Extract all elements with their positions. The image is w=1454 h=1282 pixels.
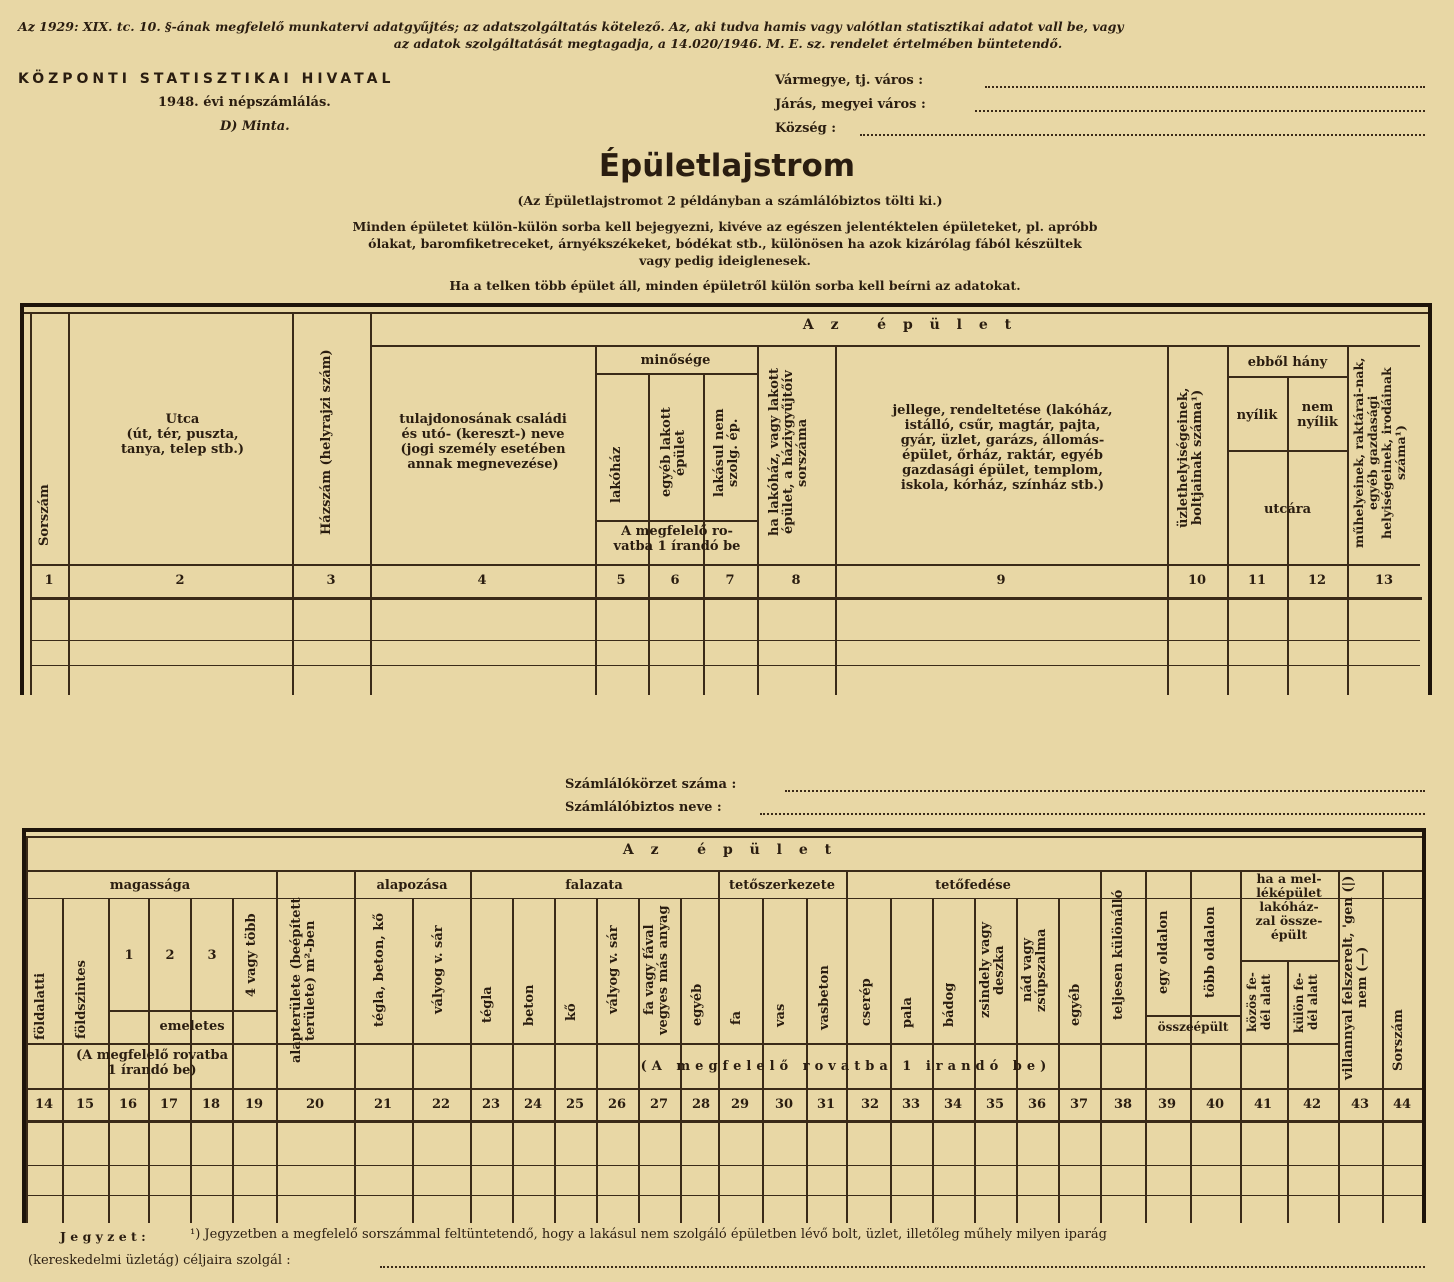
- col-num-44: 44: [1392, 1097, 1412, 1112]
- built-together-header: összeépült: [1157, 1020, 1229, 1034]
- roofing-header: tetőfedése: [935, 878, 1011, 893]
- col-num-35: 35: [985, 1097, 1005, 1112]
- village-label: Község :: [775, 121, 837, 136]
- col-num-42: 42: [1302, 1097, 1322, 1112]
- col-num-39: 39: [1157, 1097, 1177, 1112]
- col-num-12: 12: [1307, 573, 1327, 588]
- col-num-13: 13: [1374, 573, 1394, 588]
- instructions-line-3: vagy pedig ideiglenesek.: [639, 253, 811, 268]
- col4-line-3: (jogi személy esetében: [400, 442, 566, 457]
- col4-line-2: és utó- (kereszt-) neve: [401, 427, 565, 442]
- col-num-40: 40: [1205, 1097, 1225, 1112]
- col-num-10: 10: [1187, 573, 1207, 588]
- instructions-line-1: Minden épületet külön-külön sorba kell bejegyezni, kivéve az egészen jelentéktelen épületeket, pl. apróbb: [352, 219, 1098, 234]
- footnote-text: ¹) Jegyzetben a megfelelő sorszámmal feltüntetendő, hogy a lakásul nem szolgáló épületben lévő bolt, üzlet, illetőleg műhely milyen iparág: [190, 1227, 1107, 1242]
- col13-header: műhelyeinek, raktárai-nak, egyéb gazdasági helyiségeinek, irodáinak száma¹): [1351, 357, 1408, 549]
- footnote-text-2: (kereskedelmi üzletág) céljaira szolgál :: [28, 1253, 291, 1268]
- col-num-14: 14: [34, 1097, 54, 1112]
- col10-header: üzlethelyiségeinek, boltjainak száma¹): [1176, 387, 1205, 528]
- col2-line-3: tanya, telep stb.): [120, 442, 245, 457]
- col-num-11: 11: [1247, 573, 1267, 588]
- col3-header: Házszám (helyrajzi szám): [319, 349, 334, 536]
- col4-line-4: annak megnevezése): [407, 457, 559, 472]
- col-num-24: 24: [523, 1097, 543, 1112]
- col-num-22: 22: [431, 1097, 451, 1112]
- col5-header: lakóház: [609, 446, 624, 504]
- floors-header: emeletes: [159, 1019, 225, 1034]
- col-num-6: 6: [670, 573, 680, 588]
- annex-line-4: zal össze-: [1255, 913, 1323, 928]
- instruction-2: Ha a telken több épület áll, minden épületről külön sorba kell beírni az adatokat.: [449, 278, 1021, 293]
- district-field[interactable]: [975, 110, 1425, 112]
- c39-header: egy oldalon: [1156, 910, 1171, 995]
- c26-header: vályog v. sár: [606, 925, 621, 1015]
- col7-header: lakásul nem szolg. ép.: [712, 408, 741, 497]
- col-num-26: 26: [607, 1097, 627, 1112]
- col-num-36: 36: [1027, 1097, 1047, 1112]
- col9-line-6: iskola, kórház, színház stb.): [900, 478, 1105, 493]
- col9-line-2: istálló, csűr, magtár, pajta,: [904, 418, 1101, 433]
- c44-header: Sorszám: [1391, 1009, 1406, 1071]
- col8-header: ha lakóház, vagy lakott épület, a háziygyűjtőív sorszáma: [767, 368, 810, 537]
- col9-line-1: jellege, rendeltetése (lakóház,: [892, 403, 1113, 418]
- col-num-33: 33: [901, 1097, 921, 1112]
- census-label: 1948. évi népszámlálás.: [158, 95, 331, 110]
- c31-header: vasbeton: [817, 965, 832, 1030]
- c35-header: zsindely vagy deszka: [978, 921, 1007, 1019]
- county-field[interactable]: [985, 86, 1425, 88]
- col-num-29: 29: [730, 1097, 750, 1112]
- footnote-label: J e g y z e t :: [60, 1229, 146, 1244]
- col-num-30: 30: [774, 1097, 794, 1112]
- foundation-header: alapozása: [376, 878, 448, 893]
- c19-header: 4 vagy több: [244, 913, 259, 997]
- height-header: magassága: [109, 878, 191, 893]
- col-num-23: 23: [481, 1097, 501, 1112]
- c18-header: 3: [207, 948, 217, 963]
- annex-line-3: lakóház-: [1259, 899, 1319, 914]
- c36-header: nád vagy zsúpszalma: [1020, 928, 1049, 1012]
- col-num-20: 20: [305, 1097, 325, 1112]
- table2-group-header: A z é p ü l e t: [622, 842, 838, 858]
- col-num-3: 3: [326, 573, 336, 588]
- col-num-37: 37: [1069, 1097, 1089, 1112]
- c25-header: kő: [564, 1003, 579, 1022]
- col-num-16: 16: [118, 1097, 138, 1112]
- legal-notice: [18, 18, 1438, 52]
- col-num-21: 21: [373, 1097, 393, 1112]
- col-num-32: 32: [860, 1097, 880, 1112]
- annex-line-1: ha a mel-: [1256, 871, 1322, 886]
- district-no-label: Számlálókörzet száma :: [565, 777, 737, 792]
- quality-note-line-1: A megfelelő ro-: [621, 524, 733, 539]
- col-num-5: 5: [616, 573, 626, 588]
- col-num-17: 17: [159, 1097, 179, 1112]
- height-note: [30, 1048, 274, 1078]
- c40-header: több oldalon: [1203, 906, 1218, 999]
- c16-header: 1: [124, 948, 134, 963]
- c33-header: pala: [900, 997, 915, 1028]
- village-field[interactable]: [860, 134, 1425, 136]
- c27-header: fa vagy fával vegyes más anyag: [642, 905, 671, 1035]
- col9-line-5: gazdasági épület, templom,: [902, 463, 1103, 478]
- col-num-9: 9: [996, 573, 1006, 588]
- col2-line-1: Utca: [165, 412, 200, 427]
- col-num-34: 34: [943, 1097, 963, 1112]
- table1-group-header: A z é p ü l e t: [802, 317, 1018, 333]
- col12-header: nem nyílik: [1297, 400, 1338, 430]
- col-num-38: 38: [1113, 1097, 1133, 1112]
- c29-header: fa: [729, 1010, 744, 1025]
- legal-notice-line-2: az adatok szolgáltatását megtagadja, a 14.020/1946. M. E. sz. rendelet értelmében büntetendő.: [393, 36, 1063, 51]
- form-id: D) Minta.: [220, 119, 290, 134]
- c42-header: külön fe- dél alatt: [1292, 972, 1320, 1033]
- office-name: KÖZPONTI STATISZTIKAI HIVATAL: [18, 71, 395, 87]
- col-num-2: 2: [175, 573, 185, 588]
- col-num-7: 7: [725, 573, 735, 588]
- col-num-8: 8: [791, 573, 801, 588]
- of-which-header: ebből hány: [1247, 355, 1328, 370]
- table2-note: (A megfelelő rovatba 1 irandó be): [640, 1059, 1052, 1074]
- col-num-18: 18: [201, 1097, 221, 1112]
- district-label: Járás, megyei város :: [775, 97, 926, 112]
- form-title: Épületlajstrom: [598, 148, 856, 184]
- annex-header: [1242, 872, 1336, 942]
- c41-header: közös fe- dél alatt: [1245, 972, 1273, 1033]
- quality-note: [598, 524, 756, 554]
- col-num-1: 1: [44, 573, 54, 588]
- c34-header: bádog: [942, 982, 957, 1028]
- c30-header: vas: [773, 1003, 788, 1027]
- footnote-field[interactable]: [380, 1266, 1425, 1268]
- instructions: [220, 218, 1230, 269]
- street-side-header: utcára: [1263, 502, 1312, 517]
- col11-header: nyílik: [1236, 408, 1278, 423]
- c32-header: cserép: [859, 978, 874, 1027]
- c14-header: földalatti: [33, 972, 48, 1040]
- col6-header: egyéb lakott épület: [659, 407, 688, 498]
- c20-header: alapterülete (beépített területe) m²-ben: [289, 897, 318, 1064]
- col-num-31: 31: [816, 1097, 836, 1112]
- legal-notice-line-1: Az 1929: XIX. tc. 10. §-ának megfelelő munkatervi adatgyűjtés; az adatszolgáltatás kötelező. Az, aki tudva hamis vagy valótlan statisztikai adatot vall be, vagy: [18, 19, 1124, 34]
- enumerator-label: Számlálóbiztos neve :: [565, 800, 722, 815]
- col-num-25: 25: [565, 1097, 585, 1112]
- col-num-19: 19: [244, 1097, 264, 1112]
- c23-header: tégla: [480, 986, 495, 1024]
- c28-header: egyéb: [690, 983, 705, 1027]
- roof-struct-header: tetőszerkezete: [729, 878, 835, 893]
- col2-line-2: (út, tér, puszta,: [126, 427, 239, 442]
- c43-header: villannyal felszerelt, 'gen (|) nem (—): [1341, 875, 1370, 1080]
- col9-line-4: épület, őrház, raktár, egyéb: [902, 448, 1103, 463]
- height-note-line-2: 1 írandó be): [107, 1063, 197, 1078]
- c17-header: 2: [165, 948, 175, 963]
- col9-line-3: gyár, üzlet, garázs, állomás-: [900, 433, 1105, 448]
- col-num-27: 27: [649, 1097, 669, 1112]
- col9-header: [845, 403, 1160, 493]
- col-num-28: 28: [691, 1097, 711, 1112]
- col4-header: [378, 412, 588, 472]
- col2-header: [90, 412, 275, 457]
- form-subtitle: (Az Épületlajstromot 2 példányban a számlálóbiztos tölti ki.): [517, 193, 943, 208]
- instructions-line-2: ólakat, baromfiketreceket, árnyékszékeket, bódékat stb., különösen ha azok kizárólag fából készültek: [368, 236, 1082, 251]
- annex-line-2: léképület: [1256, 885, 1322, 900]
- walls-header: falazata: [565, 878, 623, 893]
- col-num-41: 41: [1253, 1097, 1273, 1112]
- county-label: Vármegye, tj. város :: [775, 73, 924, 88]
- col-num-15: 15: [75, 1097, 95, 1112]
- c15-header: földszintes: [74, 960, 89, 1040]
- c21-header: tégla, beton, kő: [372, 913, 387, 1027]
- col4-line-1: tulajdonosának családi: [399, 412, 567, 427]
- c22-header: vályog v. sár: [431, 925, 446, 1015]
- c38-header: teljesen különálló: [1111, 889, 1126, 1021]
- quality-header: minősége: [640, 353, 711, 368]
- col-num-43: 43: [1350, 1097, 1370, 1112]
- height-note-line-1: (A megfelelő rovatba: [75, 1048, 229, 1063]
- col1-header: Sorszám: [37, 484, 52, 546]
- quality-note-line-2: vatba 1 írandó be: [613, 539, 741, 554]
- district-no-field[interactable]: [785, 790, 1425, 792]
- c37-header: egyéb: [1068, 983, 1083, 1027]
- annex-line-5: épült: [1270, 927, 1308, 942]
- col-num-4: 4: [477, 573, 487, 588]
- c24-header: beton: [522, 984, 537, 1026]
- enumerator-field[interactable]: [760, 813, 1425, 815]
